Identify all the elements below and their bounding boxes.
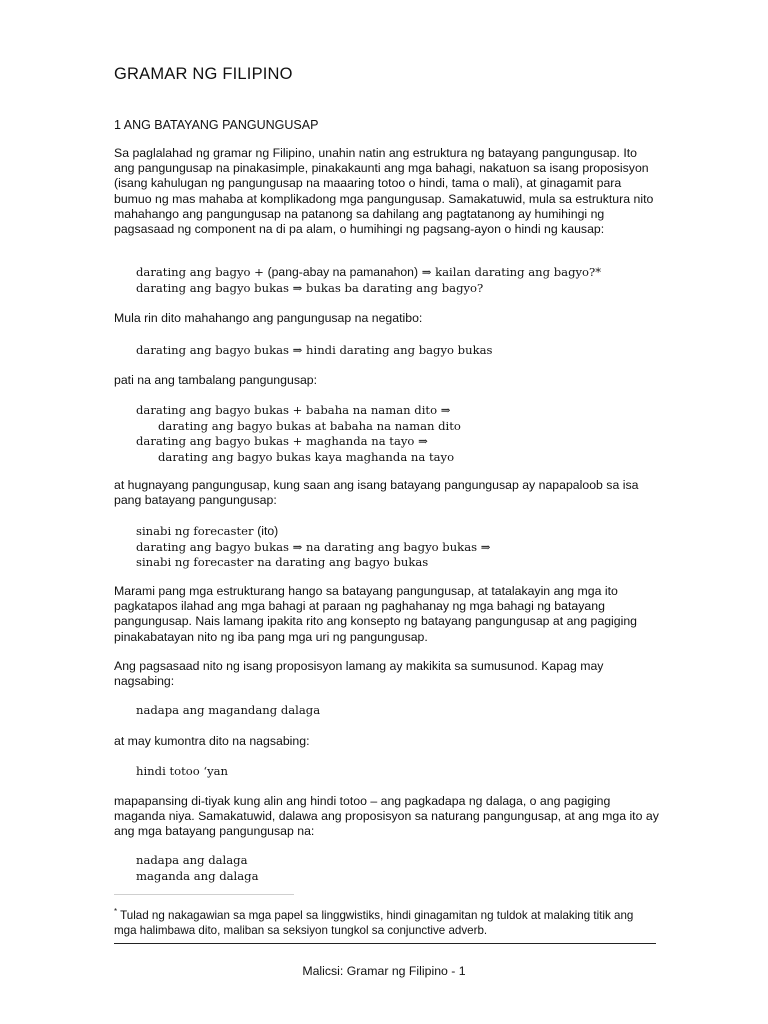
example-text: (ito) (257, 524, 279, 538)
example-statement (136, 703, 320, 719)
footnote-text: Tulad ng nakagawian sa mga papel sa linggwistiks, hindi ginagamitan ng tuldok at malaking titik ang mga halimbawa dito, maliban sa seksiyon tungkol sa conjunctive adverb. (114, 908, 634, 937)
example-line: nadapa ang magandang dalaga (136, 703, 321, 717)
example-line: darating ang bagyo bukas + babaha na naman dito ⇒ (136, 403, 451, 417)
paragraph-intro: Sa paglalahad ng gramar ng Filipino, unahin natin ang estruktura ng batayang pangungusap. Ito ang pangungusap na pinakasimple, pinakakaunti ang mga bahagi, nakatuon sa isang proposisyon (isang kahulugan ng pangungusap na maaaring totoo o hindi, tama o mali), at ginagamit para bumuo ng mas mahaba at komplikadong mga pangungusap. Samakatuwid, mula sa estruktura nito mahahango ang pangungusap na patanong sa dahilang ang pagtatanong ay humihingi ng pagsasaad ng component na di pa alam, o humihingi ng pagsang-ayon o hindi ng kausap: (114, 146, 654, 237)
example-line: darating ang bagyo bukas kaya maghanda na tayo (158, 449, 455, 464)
paragraph-contradiction: at may kumontra dito na nagsabing: (114, 734, 310, 748)
paragraph-conclusion: mapapansing di-tiyak kung alin ang hindi totoo – ang pagkadapa ng dalaga, o ang pagiging maganda niya. Samakatuwid, dalawa ang proposisyon sa naturang pangungusap, at ang mga ito ay ang mga batayang pangungusap na: (114, 794, 659, 839)
example-negative (136, 343, 492, 359)
example-line: sinabi ng forecaster na darating ang bagyo bukas (136, 555, 429, 570)
example-text: darating ang bagyo + (136, 265, 268, 279)
example-compound (136, 403, 461, 465)
page-footer: Malicsi: Gramar ng Filipino - 1 (302, 964, 466, 978)
example-line: maganda ang dalaga (136, 868, 259, 883)
paragraph-proposition: Ang pagsasaad nito ng isang proposisyon lamang ay makikita sa sumusunod. Kapag may nagsabing: (114, 659, 604, 689)
example-text: sinabi ng forecaster (136, 524, 258, 538)
example-complex (136, 524, 490, 571)
example-line: darating ang bagyo bukas ⇒ bukas ba darating ang bagyo? (136, 280, 484, 295)
footnote-mark: * (114, 907, 118, 916)
example-contradiction (136, 764, 228, 780)
example-line (136, 265, 601, 281)
footnote (114, 904, 659, 938)
example-basic-sentences (136, 853, 259, 884)
example-line (136, 524, 490, 540)
paragraph-negative: Mula rin dito mahahango ang pangungusap na negatibo: (114, 311, 423, 325)
example-question (136, 265, 601, 296)
example-line: hindi totoo ‘yan (136, 764, 229, 778)
example-line: darating ang bagyo bukas ⇒ hindi darating ang bagyo bukas (136, 343, 493, 357)
footnote-divider (114, 894, 294, 895)
footer-divider (114, 943, 656, 944)
example-line: darating ang bagyo bukas at babaha na naman dito (158, 418, 461, 433)
paragraph-compound: pati na ang tambalang pangungusap: (114, 373, 318, 387)
paragraph-structures: Marami pang mga estrukturang hango sa batayang pangungusap, at tatalakayin ang mga ito pagkatapos ilahad ang mga bahagi at paraan ng paghahanay ng mga bahagi ng batayang pangungusap. Nais lamang ipakita rito ang konsepto ng batayang pangungusap at ang pagiging pinakabatayan nito ng iba pang mga uri ng pangungusap. (114, 584, 638, 644)
document-title: GRAMAR NG FILIPINO (114, 65, 293, 83)
example-line: darating ang bagyo bukas ⇒ na darating ang bagyo bukas ⇒ (136, 539, 491, 554)
example-line: darating ang bagyo bukas + maghanda na tayo ⇒ (136, 434, 428, 449)
example-text: (pang-abay na pamanahon) (267, 265, 419, 279)
section-heading: 1 ANG BATAYANG PANGUNGUSAP (114, 118, 319, 132)
paragraph-complex: at hugnayang pangungusap, kung saan ang isang batayang pangungusap ay napapaloob sa isa pang batayang pangungusap: (114, 478, 639, 508)
example-text: ⇒ kailan darating ang bagyo?* (418, 265, 602, 279)
example-line: nadapa ang dalaga (136, 853, 248, 867)
